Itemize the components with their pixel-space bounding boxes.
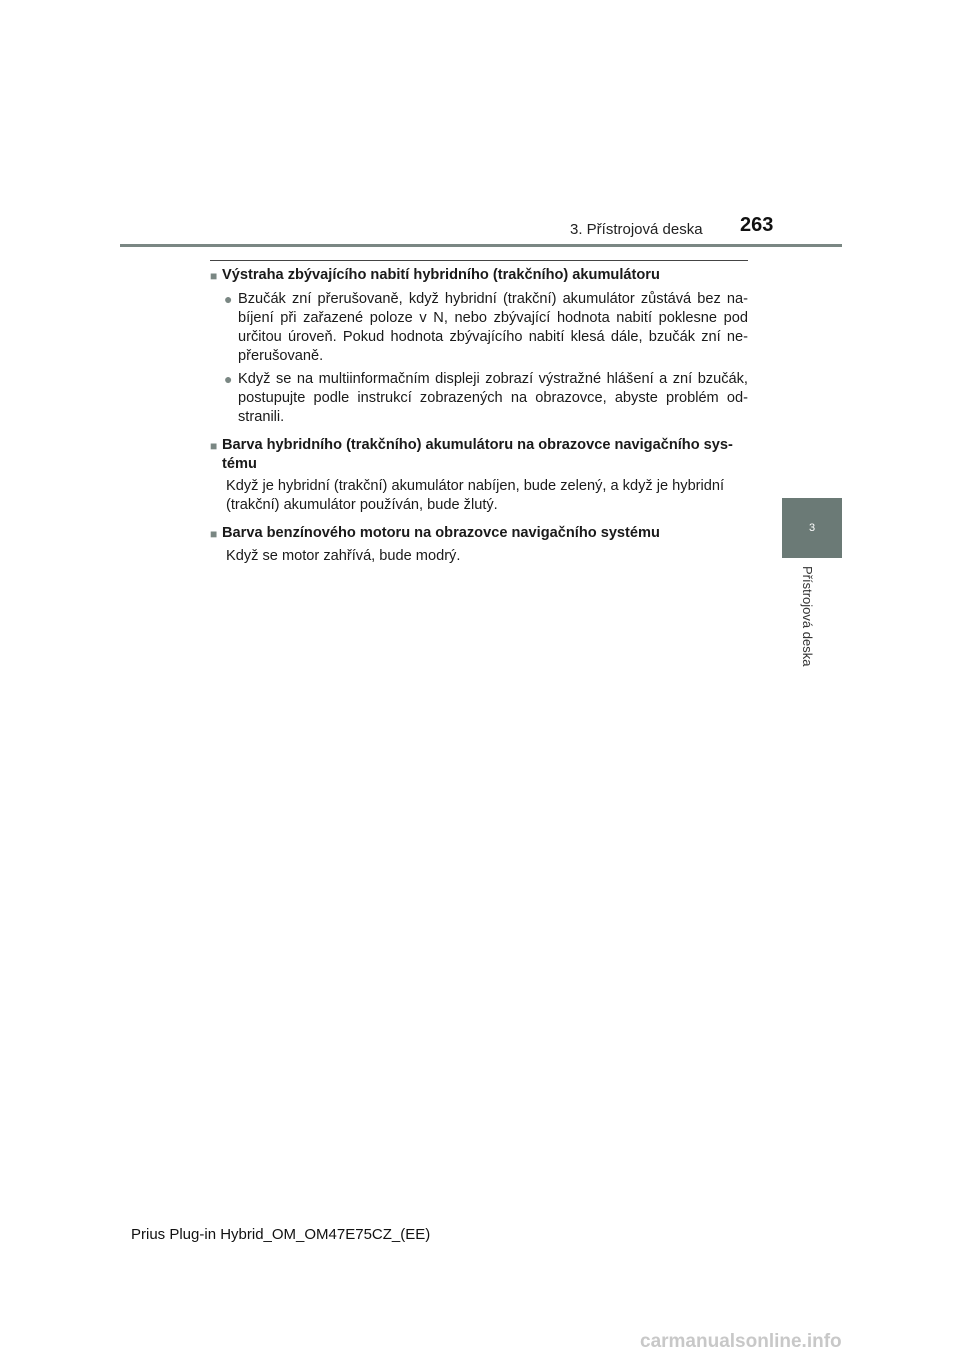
page-content bbox=[210, 266, 748, 566]
list-item: ● Když se na multiinformačním displeji zobrazí výstražné hlášení a zní bzučák, postupujte podle instrukcí zobrazených na obrazovce, abyste problém od-stranili. bbox=[224, 371, 748, 425]
chapter-tab[interactable] bbox=[782, 498, 842, 558]
square-bullet-icon: ■ bbox=[210, 439, 218, 453]
content-rule bbox=[210, 260, 748, 261]
list-item: ● Bzučák zní přerušovaně, když hybridní (trakční) akumulátor zůstává bez na-bíjení při zařazené poloze v N, nebo zbývající hodnota nabití poklesne pod určitou úroveň. Pokud hodnota zbývajícího nabití klesá dále, bzučák zní ne-přerušovaně. bbox=[224, 291, 748, 364]
square-bullet-icon: ■ bbox=[210, 269, 218, 283]
page-number: 263 bbox=[740, 214, 774, 236]
circle-bullet-icon: ● bbox=[224, 291, 233, 307]
section-text: Když je hybridní (trakční) akumulátor nabíjen, bude zelený, a když je hybridní (trakční) akumulátor používán, bude žlutý. bbox=[226, 478, 725, 513]
header-rule bbox=[120, 244, 842, 247]
watermark: carmanualsonline.info bbox=[640, 1331, 842, 1352]
footer-doc-id: Prius Plug-in Hybrid_OM_OM47E75CZ_(EE) bbox=[131, 1226, 431, 1243]
header-section-title: 3. Přístrojová deska bbox=[570, 221, 703, 238]
circle-bullet-icon: ● bbox=[224, 371, 233, 387]
section-heading: ■ Barva benzínového motoru na obrazovce navigačního systému bbox=[210, 524, 748, 544]
square-bullet-icon: ■ bbox=[210, 527, 218, 541]
section-heading: ■ Barva hybridního (trakčního) akumulátoru na obrazovce navigačního sys-tému bbox=[210, 437, 733, 472]
section-text: Když se motor zahřívá, bude modrý. bbox=[226, 548, 461, 564]
chapter-tab-number: 3 bbox=[808, 522, 816, 534]
section-heading: ■ Výstraha zbývajícího nabití hybridního (trakčního) akumulátoru bbox=[210, 266, 748, 286]
chapter-tab-label: Přístrojová deska bbox=[800, 566, 815, 667]
